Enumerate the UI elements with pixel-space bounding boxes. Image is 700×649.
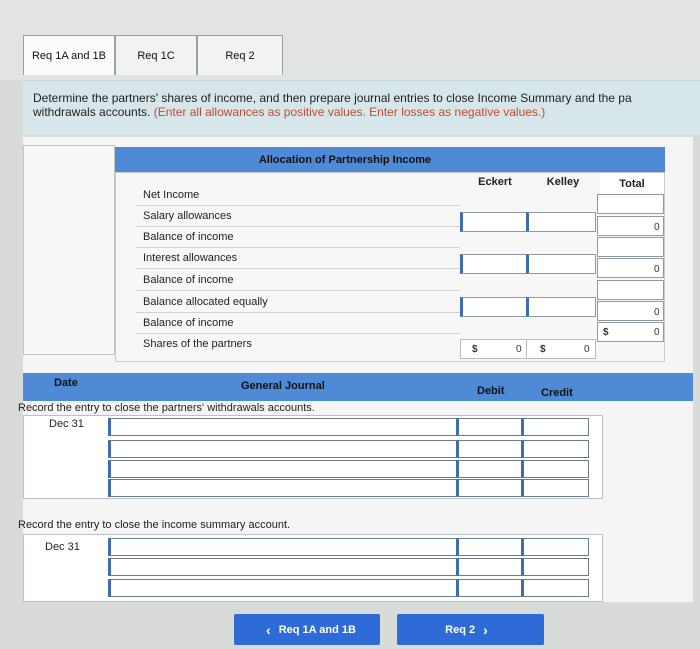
row-divider <box>135 290 460 291</box>
eckert-salary-input[interactable] <box>460 212 528 232</box>
entry1-debit-input[interactable] <box>456 479 522 497</box>
entry2-credit-input[interactable] <box>521 579 589 597</box>
row-label-balance-of-income: Balance of income <box>143 231 234 243</box>
entry2-debit-input[interactable] <box>456 579 522 597</box>
tab-req-1c[interactable] <box>115 35 197 75</box>
tab-label: Req 1C <box>137 49 175 62</box>
tab-req-2[interactable] <box>197 35 283 75</box>
total-equal-value: 0 <box>654 307 660 318</box>
entry1-debit-input[interactable] <box>456 418 522 436</box>
entry1-credit-input[interactable] <box>521 440 589 458</box>
eckert-interest-input[interactable] <box>460 254 528 274</box>
instructions-accent-text: (Enter all allowances as positive values. Enter losses as negative values.) <box>153 105 546 119</box>
row-label-balance-allocated-equally: Balance allocated equally <box>143 296 268 308</box>
eckert-currency: $ <box>472 344 478 355</box>
instructions-line-1: Determine the partners' shares of income, and then prepare journal entries to close Income Summary and the pa <box>33 91 632 105</box>
tab-label: Req 1A and 1B <box>31 49 106 62</box>
entry2-account-input[interactable] <box>108 558 458 576</box>
journal-date-header: Date <box>54 377 78 389</box>
row-label-interest-allowances: Interest allowances <box>143 252 238 264</box>
tab-label: Req 2 <box>225 49 255 62</box>
entry1-date: Dec 31 <box>49 418 84 430</box>
column-header-kelley: Kelley <box>546 176 580 188</box>
entry1-account-input[interactable] <box>108 460 458 478</box>
entry2-debit-input[interactable] <box>456 538 522 556</box>
entry2-credit-input[interactable] <box>521 538 589 556</box>
eckert-shares-value: 0 <box>516 344 522 355</box>
chevron-right-icon: › <box>483 621 488 638</box>
total-balance-cell <box>597 280 664 300</box>
entry1-credit-input[interactable] <box>521 479 589 497</box>
row-label-balance-of-income: Balance of income <box>143 274 234 286</box>
column-header-total: Total <box>600 173 664 195</box>
instructions <box>23 80 700 135</box>
prev-button-label: Req 1A and 1B <box>278 623 356 636</box>
total-currency: $ <box>603 327 609 338</box>
row-divider <box>135 247 460 248</box>
entry2-account-input[interactable] <box>108 538 458 556</box>
kelley-balance-equal-input[interactable] <box>526 297 596 317</box>
row-label-shares-of-partners: Shares of the partners <box>143 338 252 350</box>
row-label-net-income: Net Income <box>143 189 200 201</box>
row-divider <box>135 312 460 313</box>
entry1-account-input[interactable] <box>108 479 458 497</box>
entry1-debit-input[interactable] <box>456 440 522 458</box>
row-label-salary-allowances: Salary allowances <box>143 210 232 222</box>
instructions-line-2 <box>33 105 690 119</box>
entry1-account-input[interactable] <box>108 418 458 436</box>
allocation-title: Allocation of Partnership Income <box>115 147 665 172</box>
entry2-instruction: Record the entry to close the income summary account. <box>18 519 291 531</box>
allocation-left-panel <box>23 145 115 355</box>
chevron-left-icon: ‹ <box>266 621 271 638</box>
entry2-account-input[interactable] <box>108 579 458 597</box>
journal-debit-header: Debit <box>477 385 505 397</box>
row-divider <box>135 333 460 334</box>
entry1-debit-input[interactable] <box>456 460 522 478</box>
kelley-salary-input[interactable] <box>526 212 596 232</box>
row-divider <box>135 268 460 269</box>
next-button-label: Req 2 <box>445 623 476 636</box>
entry2-date: Dec 31 <box>45 541 80 553</box>
journal-title: General Journal <box>241 380 325 392</box>
total-interest-value: 0 <box>654 264 660 275</box>
kelley-currency: $ <box>540 344 546 355</box>
row-divider <box>135 226 460 227</box>
journal-header <box>23 373 693 401</box>
journal-credit-header: Credit <box>541 387 573 399</box>
prev-button[interactable] <box>234 614 380 645</box>
next-button[interactable] <box>397 614 544 645</box>
kelley-interest-input[interactable] <box>526 254 596 274</box>
entry1-instruction: Record the entry to close the partners' withdrawals accounts. <box>18 402 315 414</box>
entry1-credit-input[interactable] <box>521 418 589 436</box>
instructions-text: withdrawals accounts. <box>33 105 151 119</box>
kelley-shares-value: 0 <box>584 344 590 355</box>
column-header-eckert: Eckert <box>478 176 512 188</box>
tab-req-1a-1b[interactable] <box>23 35 115 75</box>
row-divider <box>135 205 460 206</box>
entry2-debit-input[interactable] <box>456 558 522 576</box>
entry2-credit-input[interactable] <box>521 558 589 576</box>
eckert-balance-equal-input[interactable] <box>460 297 528 317</box>
row-label-balance-of-income: Balance of income <box>143 317 234 329</box>
total-balance-value: 0 <box>654 327 660 338</box>
entry1-credit-input[interactable] <box>521 460 589 478</box>
total-balance-cell <box>597 237 664 257</box>
entry1-account-input[interactable] <box>108 440 458 458</box>
total-net-income-input[interactable] <box>597 194 664 214</box>
total-salary-value: 0 <box>654 222 660 233</box>
